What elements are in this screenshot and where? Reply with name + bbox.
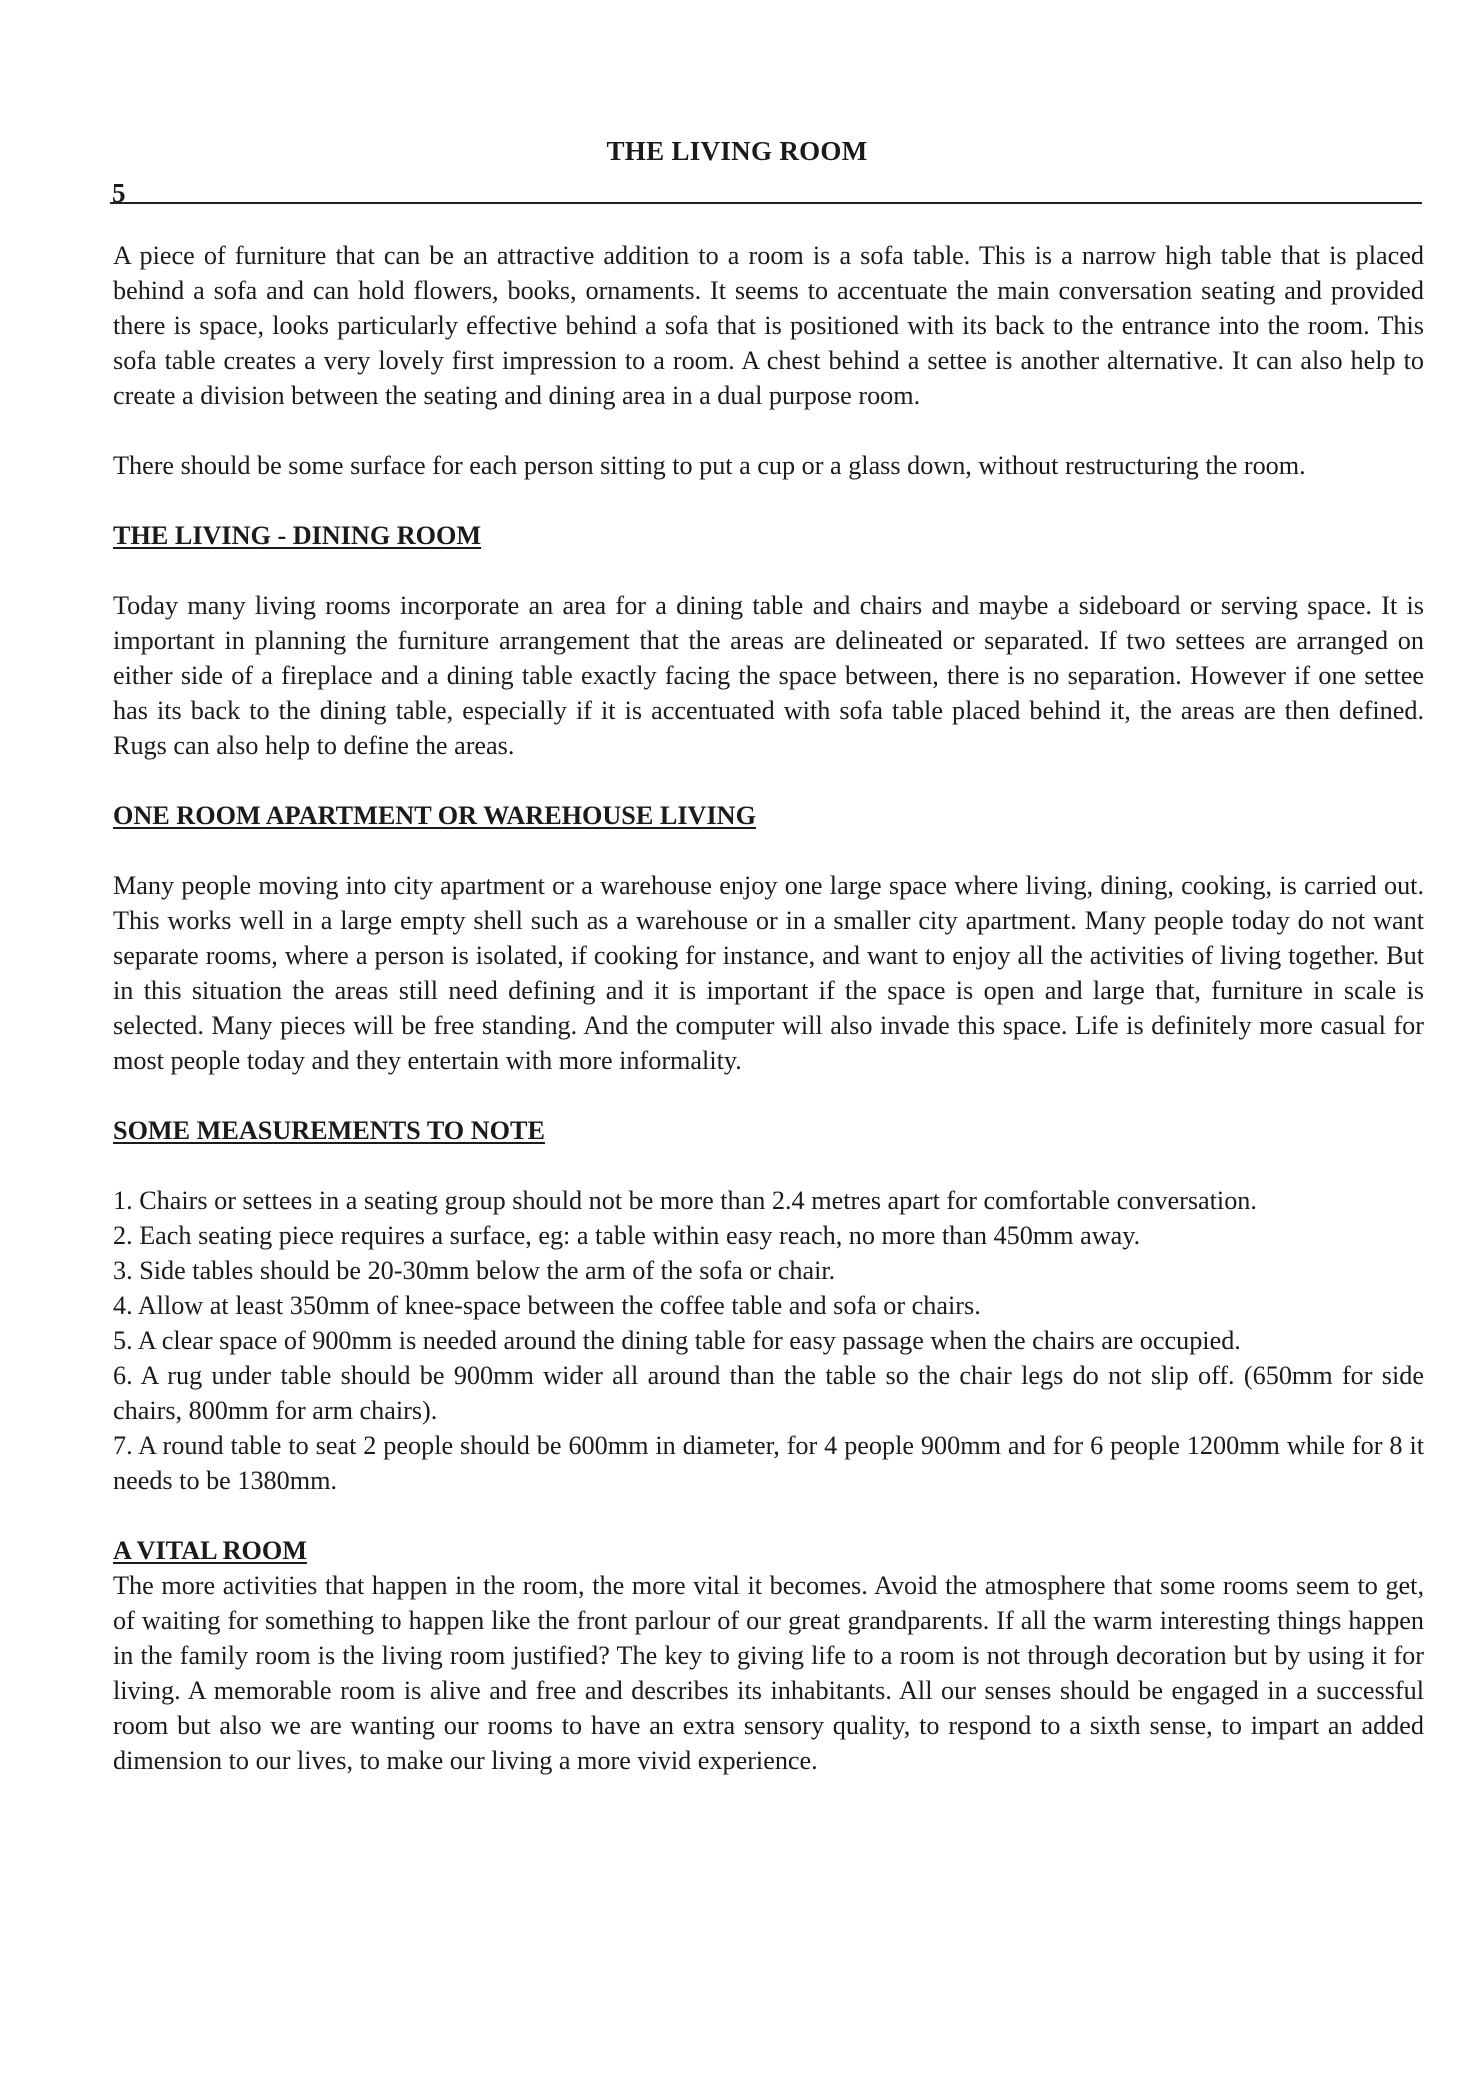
list-item: 3. Side tables should be 20-30mm below the arm of the sofa or chair.	[113, 1256, 836, 1285]
document-body	[113, 238, 1424, 1778]
measurements-heading: SOME MEASUREMENTS TO NOTE	[113, 1116, 545, 1145]
list-item: 5. A clear space of 900mm is needed around the dining table for easy passage when the chairs are occupied.	[113, 1326, 1241, 1355]
list-item: 7. A round table to seat 2 people should be 600mm in diameter, for 4 people 900mm and for 6 people 1200mm while for 8 it needs to be 1380mm.	[113, 1431, 1424, 1495]
measurements-list	[113, 1183, 1424, 1498]
intro-paragraph-2: There should be some surface for each person sitting to put a cup or a glass down, without restructuring the room.	[113, 451, 1306, 480]
one-room-paragraph: Many people moving into city apartment or a warehouse enjoy one large space where living, dining, cooking, is carried out. This works well in a large empty shell such as a warehouse or in a smaller city apartment. Many people today do not want separate rooms, where a person is isolated, if cooking for instance, and want to enjoy all the activities of living together. But in this situation the areas still need defining and it is important if the space is open and large that, furniture in scale is selected. Many pieces will be free standing. And the computer will also invade this space. Life is definitely more casual for most people today and they entertain with more informality.	[113, 871, 1424, 1075]
vital-room-heading: A VITAL ROOM	[113, 1536, 308, 1565]
header-rule	[110, 202, 1422, 204]
page-number: 5	[112, 178, 126, 208]
living-dining-heading: THE LIVING - DINING ROOM	[113, 521, 482, 550]
vital-room-paragraph: The more activities that happen in the room, the more vital it becomes. Avoid the atmosphere that some rooms seem to get, of waiting for something to happen like the front parlour of our great grandparents. If all the warm interesting things happen in the family room is the living room justified? The key to giving life to a room is not through decoration but by using it for living. A memorable room is alive and free and describes its inhabitants. All our senses should be engaged in a successful room but also we are wanting our rooms to have an extra sensory quality, to respond to a sixth sense, to impart an added dimension to our lives, to make our living a more vivid experience.	[113, 1571, 1424, 1775]
intro-paragraph-1: A piece of furniture that can be an attractive addition to a room is a sofa table. This is a narrow high table that is placed behind a sofa and can hold flowers, books, ornaments. It seems to accentuate the main conversation seating and provided there is space, looks particularly effective behind a sofa that is positioned with its back to the entrance into the room. This sofa table creates a very lovely first impression to a room. A chest behind a settee is another alternative. It can also help to create a division between the seating and dining area in a dual purpose room.	[113, 241, 1424, 410]
list-item: 4. Allow at least 350mm of knee-space between the coffee table and sofa or chairs.	[113, 1291, 981, 1320]
list-item: 2. Each seating piece requires a surface, eg: a table within easy reach, no more than 450mm away.	[113, 1221, 1141, 1250]
living-dining-paragraph: Today many living rooms incorporate an area for a dining table and chairs and maybe a sideboard or serving space. It is important in planning the furniture arrangement that the areas are delineated or separated. If two settees are arranged on either side of a fireplace and a dining table exactly facing the space between, there is no separation. However if one settee has its back to the dining table, especially if it is accentuated with sofa table placed behind it, the areas are then defined. Rugs can also help to define the areas.	[113, 591, 1424, 760]
list-item: 1. Chairs or settees in a seating group should not be more than 2.4 metres apart for comfortable conversation.	[113, 1186, 1257, 1215]
page-title: THE LIVING ROOM	[606, 136, 868, 166]
list-item: 6. A rug under table should be 900mm wider all around than the table so the chair legs do not slip off. (650mm for side chairs, 800mm for arm chairs).	[113, 1361, 1424, 1425]
one-room-heading: ONE ROOM APARTMENT OR WAREHOUSE LIVING	[113, 801, 756, 830]
